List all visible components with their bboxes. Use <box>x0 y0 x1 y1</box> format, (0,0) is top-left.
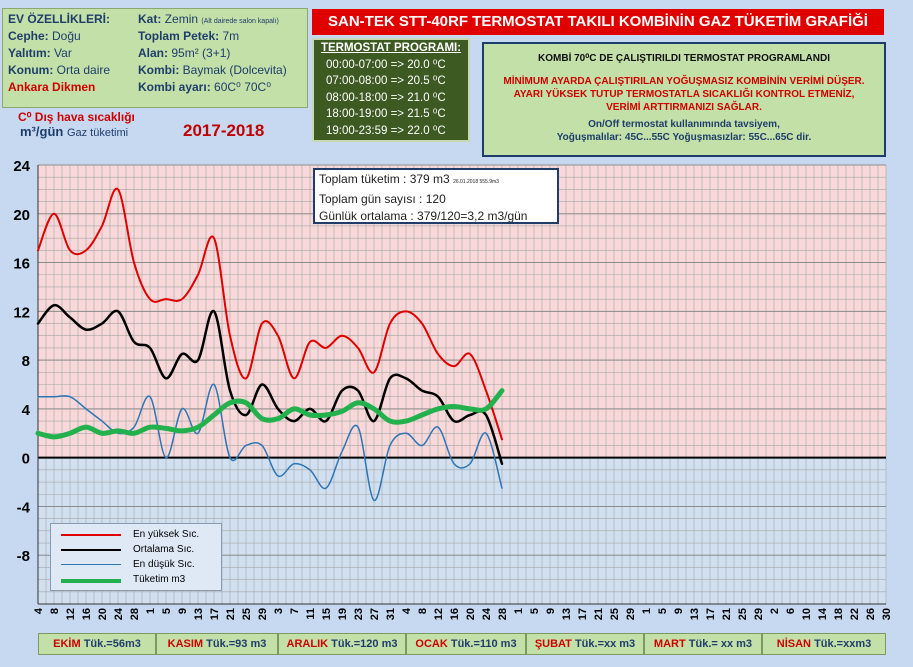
x-tick-label: 9 <box>673 608 685 615</box>
stats-total <box>319 171 553 191</box>
x-tick-label: 16 <box>449 608 461 621</box>
x-tick-label: 30 <box>881 608 893 621</box>
stats-total-note: 26.01.2018 555.9m3 <box>453 179 499 185</box>
program-line: 18:00-19:00 => 21.5 ⁰C <box>326 108 446 120</box>
note-line: Yoğuşmalılar: 45C...55C Yoğuşmasızlar: 55C...65C dir. <box>556 132 812 143</box>
program-line: 00:00-07:00 => 20.0 ⁰C <box>326 58 446 71</box>
month-box-mart <box>644 633 762 655</box>
y-tick-label: 16 <box>13 255 30 273</box>
info-boiler-label: Kombi: <box>138 63 180 77</box>
info-floor-label: Kat: <box>138 12 162 26</box>
month-box-aralik <box>278 633 406 655</box>
y-axis-title-temperature: C⁰ Dış hava sıcaklığı <box>18 110 135 124</box>
x-tick-label: 17 <box>705 608 717 621</box>
house-info-box <box>2 8 308 108</box>
info-radiator-label: Toplam Petek: <box>138 29 220 43</box>
stats-days: Toplam gün sayısı : 120 <box>319 192 446 206</box>
y-tick-label: 8 <box>21 353 30 371</box>
note-box <box>482 42 886 157</box>
note-line: AYARI YÜKSEK TUTUP TERMOSTATLA SICAKLIĞI KONTROL ETMENİZ, <box>513 89 855 100</box>
x-tick-label: 2 <box>769 608 781 615</box>
month-box-nisan <box>762 633 886 655</box>
legend <box>50 523 222 591</box>
x-tick-label: 4 <box>401 608 413 615</box>
y-tick-label: -4 <box>16 499 30 517</box>
month-name: OCAK <box>415 638 448 650</box>
y-tick-label: 24 <box>13 158 30 175</box>
legend-item <box>51 543 221 557</box>
x-tick-label: 28 <box>129 608 141 621</box>
x-tick-label: 12 <box>65 608 77 621</box>
stats-average: Günlük ortalama : 379/120=3,2 m3/gün <box>319 209 528 223</box>
month-total: Tük.=xxm3 <box>814 638 872 650</box>
x-tick-label: 8 <box>49 608 61 615</box>
month-total: Tük.=120 m3 <box>331 638 398 650</box>
month-total: Tük.=93 m3 <box>206 638 267 650</box>
x-tick-label: 21 <box>721 608 733 621</box>
legend-item <box>51 528 221 542</box>
x-tick-label: 25 <box>241 608 253 621</box>
x-tick-label: 16 <box>81 608 93 621</box>
legend-label: En düşük Sıc. <box>133 559 195 570</box>
stats-total-text: Toplam tüketim : 379 m3 <box>319 172 450 186</box>
x-tick-label: 9 <box>545 608 557 615</box>
x-tick-label: 5 <box>161 608 173 615</box>
month-total: Tük.=56m3 <box>83 638 141 650</box>
info-insulation-label: Yalıtım: <box>8 46 51 60</box>
info-area-value: 95m² (3+1) <box>171 46 231 60</box>
x-tick-label: 13 <box>689 608 701 621</box>
info-floor-value: Zemin <box>164 12 199 26</box>
x-tick-label: 11 <box>305 608 317 620</box>
month-name: KASIM <box>167 638 204 650</box>
x-tick-label: 29 <box>753 608 765 621</box>
x-tick-label: 15 <box>321 608 333 621</box>
x-tick-label: 29 <box>257 608 269 621</box>
info-area-label: Alan: <box>138 46 168 60</box>
note-line: On/Off termostat kullanımında tavsiyem, <box>588 119 780 130</box>
x-tick-label: 24 <box>481 608 493 621</box>
legend-label: Ortalama Sıc. <box>133 544 195 555</box>
info-facade-value: Doğu <box>52 29 81 43</box>
x-tick-label: 7 <box>289 608 301 615</box>
month-name: ARALIK <box>286 638 329 650</box>
note-line: VERİMİ ARTTIRMANIZI SAĞLAR. <box>606 102 762 113</box>
x-tick-label: 18 <box>833 608 845 621</box>
season-label: 2017-2018 <box>183 121 265 140</box>
info-position-value: Orta daire <box>56 63 111 77</box>
stats-box <box>313 168 559 224</box>
y-tick-label: 4 <box>21 401 30 419</box>
x-tick-label: 25 <box>737 608 749 621</box>
x-tick-label: 5 <box>529 608 541 615</box>
info-floor-note: (Alt dairede salon kapalı) <box>201 18 279 25</box>
x-tick-label: 1 <box>145 608 157 615</box>
x-tick-label: 1 <box>513 608 525 615</box>
gas-unit-label: Gaz tüketimi <box>66 127 129 139</box>
month-total: Tük.= xx m3 <box>688 638 753 650</box>
x-tick-label: 6 <box>785 608 797 615</box>
info-location: Ankara Dikmen <box>8 80 96 94</box>
y-axis-title-gas <box>20 124 128 139</box>
note-line: KOMBİ 70⁰C DE ÇALIŞTIRILDI TERMOSTAT PROGRAMLANDI <box>538 53 830 64</box>
y-tick-label: 12 <box>13 304 30 322</box>
x-tick-label: 19 <box>337 608 349 621</box>
month-total: Tük.=110 m3 <box>450 638 517 650</box>
program-line: 07:00-08:00 => 20.5 ⁰C <box>326 75 446 87</box>
y-tick-label: 0 <box>21 450 30 468</box>
program-line: 08:00-18:00 => 21.0 ⁰C <box>326 91 446 104</box>
x-tick-label: 14 <box>817 608 829 621</box>
x-tick-label: 21 <box>225 608 237 621</box>
thermostat-program-box <box>312 38 470 142</box>
info-facade-label: Cephe: <box>8 29 49 43</box>
x-tick-label: 17 <box>209 608 221 621</box>
x-tick-label: 22 <box>849 608 861 621</box>
x-tick-label: 13 <box>561 608 573 621</box>
x-tick-label: 13 <box>193 608 205 621</box>
info-insulation-value: Var <box>54 46 72 60</box>
x-tick-label: 28 <box>497 608 509 621</box>
legend-label: Tüketim m3 <box>133 574 186 585</box>
month-name: NİSAN <box>776 638 811 650</box>
x-tick-label: 23 <box>353 608 365 621</box>
info-boiler-setting-label: Kombi ayarı: <box>138 80 211 94</box>
y-tick-label: 20 <box>13 206 30 224</box>
month-box-ocak <box>406 633 526 655</box>
x-tick-label: 9 <box>177 608 189 615</box>
month-box-subat <box>526 633 644 655</box>
month-total: Tük.=xx m3 <box>574 638 636 650</box>
x-tick-label: 24 <box>113 608 125 621</box>
chart-title: SAN-TEK STT-40RF TERMOSTAT TAKILI KOMBİNİN GAZ TÜKETİM GRAFİĞİ <box>312 9 884 35</box>
x-tick-label: 31 <box>385 608 397 621</box>
x-tick-label: 10 <box>801 608 813 621</box>
program-title: TERMOSTAT PROGRAMI: <box>320 42 462 54</box>
month-box-kasim <box>156 633 278 655</box>
legend-item <box>51 573 221 587</box>
month-name: MART <box>653 638 686 650</box>
x-tick-label: 12 <box>433 608 445 621</box>
info-radiator-value: 7m <box>222 29 240 43</box>
x-tick-label: 20 <box>465 608 477 621</box>
info-boiler-setting-value: 60C⁰ 70C⁰ <box>214 80 272 94</box>
x-tick-label: 21 <box>593 608 605 621</box>
x-tick-label: 26 <box>865 608 877 621</box>
legend-swatch-max <box>61 534 121 536</box>
x-tick-label: 4 <box>33 608 45 615</box>
x-tick-label: 20 <box>97 608 109 621</box>
legend-swatch-avg <box>61 549 121 551</box>
x-tick-label: 29 <box>625 608 637 621</box>
y-tick-label: -8 <box>16 548 30 566</box>
x-tick-label: 27 <box>369 608 381 621</box>
month-name: EKİM <box>53 638 81 650</box>
x-tick-label: 17 <box>577 608 589 621</box>
note-line: MİNİMUM AYARDA ÇALIŞTIRILAN YOĞUŞMASIZ KOMBİNİN VERİMİ DÜŞER. <box>503 76 865 87</box>
x-tick-label: 25 <box>609 608 621 621</box>
x-tick-label: 3 <box>273 608 285 615</box>
legend-label: En yüksek Sıc. <box>133 529 200 540</box>
info-header: EV ÖZELLİKLERİ: <box>8 12 110 26</box>
month-name: ŞUBAT <box>534 638 572 650</box>
x-tick-label: 1 <box>641 608 653 615</box>
x-tick-label: 8 <box>417 608 429 615</box>
info-position-label: Konum: <box>8 63 54 77</box>
legend-swatch-gas <box>61 579 121 583</box>
info-boiler-value: Baymak (Dolcevita) <box>182 63 287 77</box>
legend-swatch-min <box>61 564 121 565</box>
month-summary-bar <box>38 633 886 655</box>
month-box-ekim <box>38 633 156 655</box>
legend-item <box>51 558 221 572</box>
program-line: 19:00-23:59 => 22.0 ⁰C <box>326 124 446 137</box>
x-tick-label: 5 <box>657 608 669 615</box>
gas-unit: m³/gün <box>20 124 64 139</box>
